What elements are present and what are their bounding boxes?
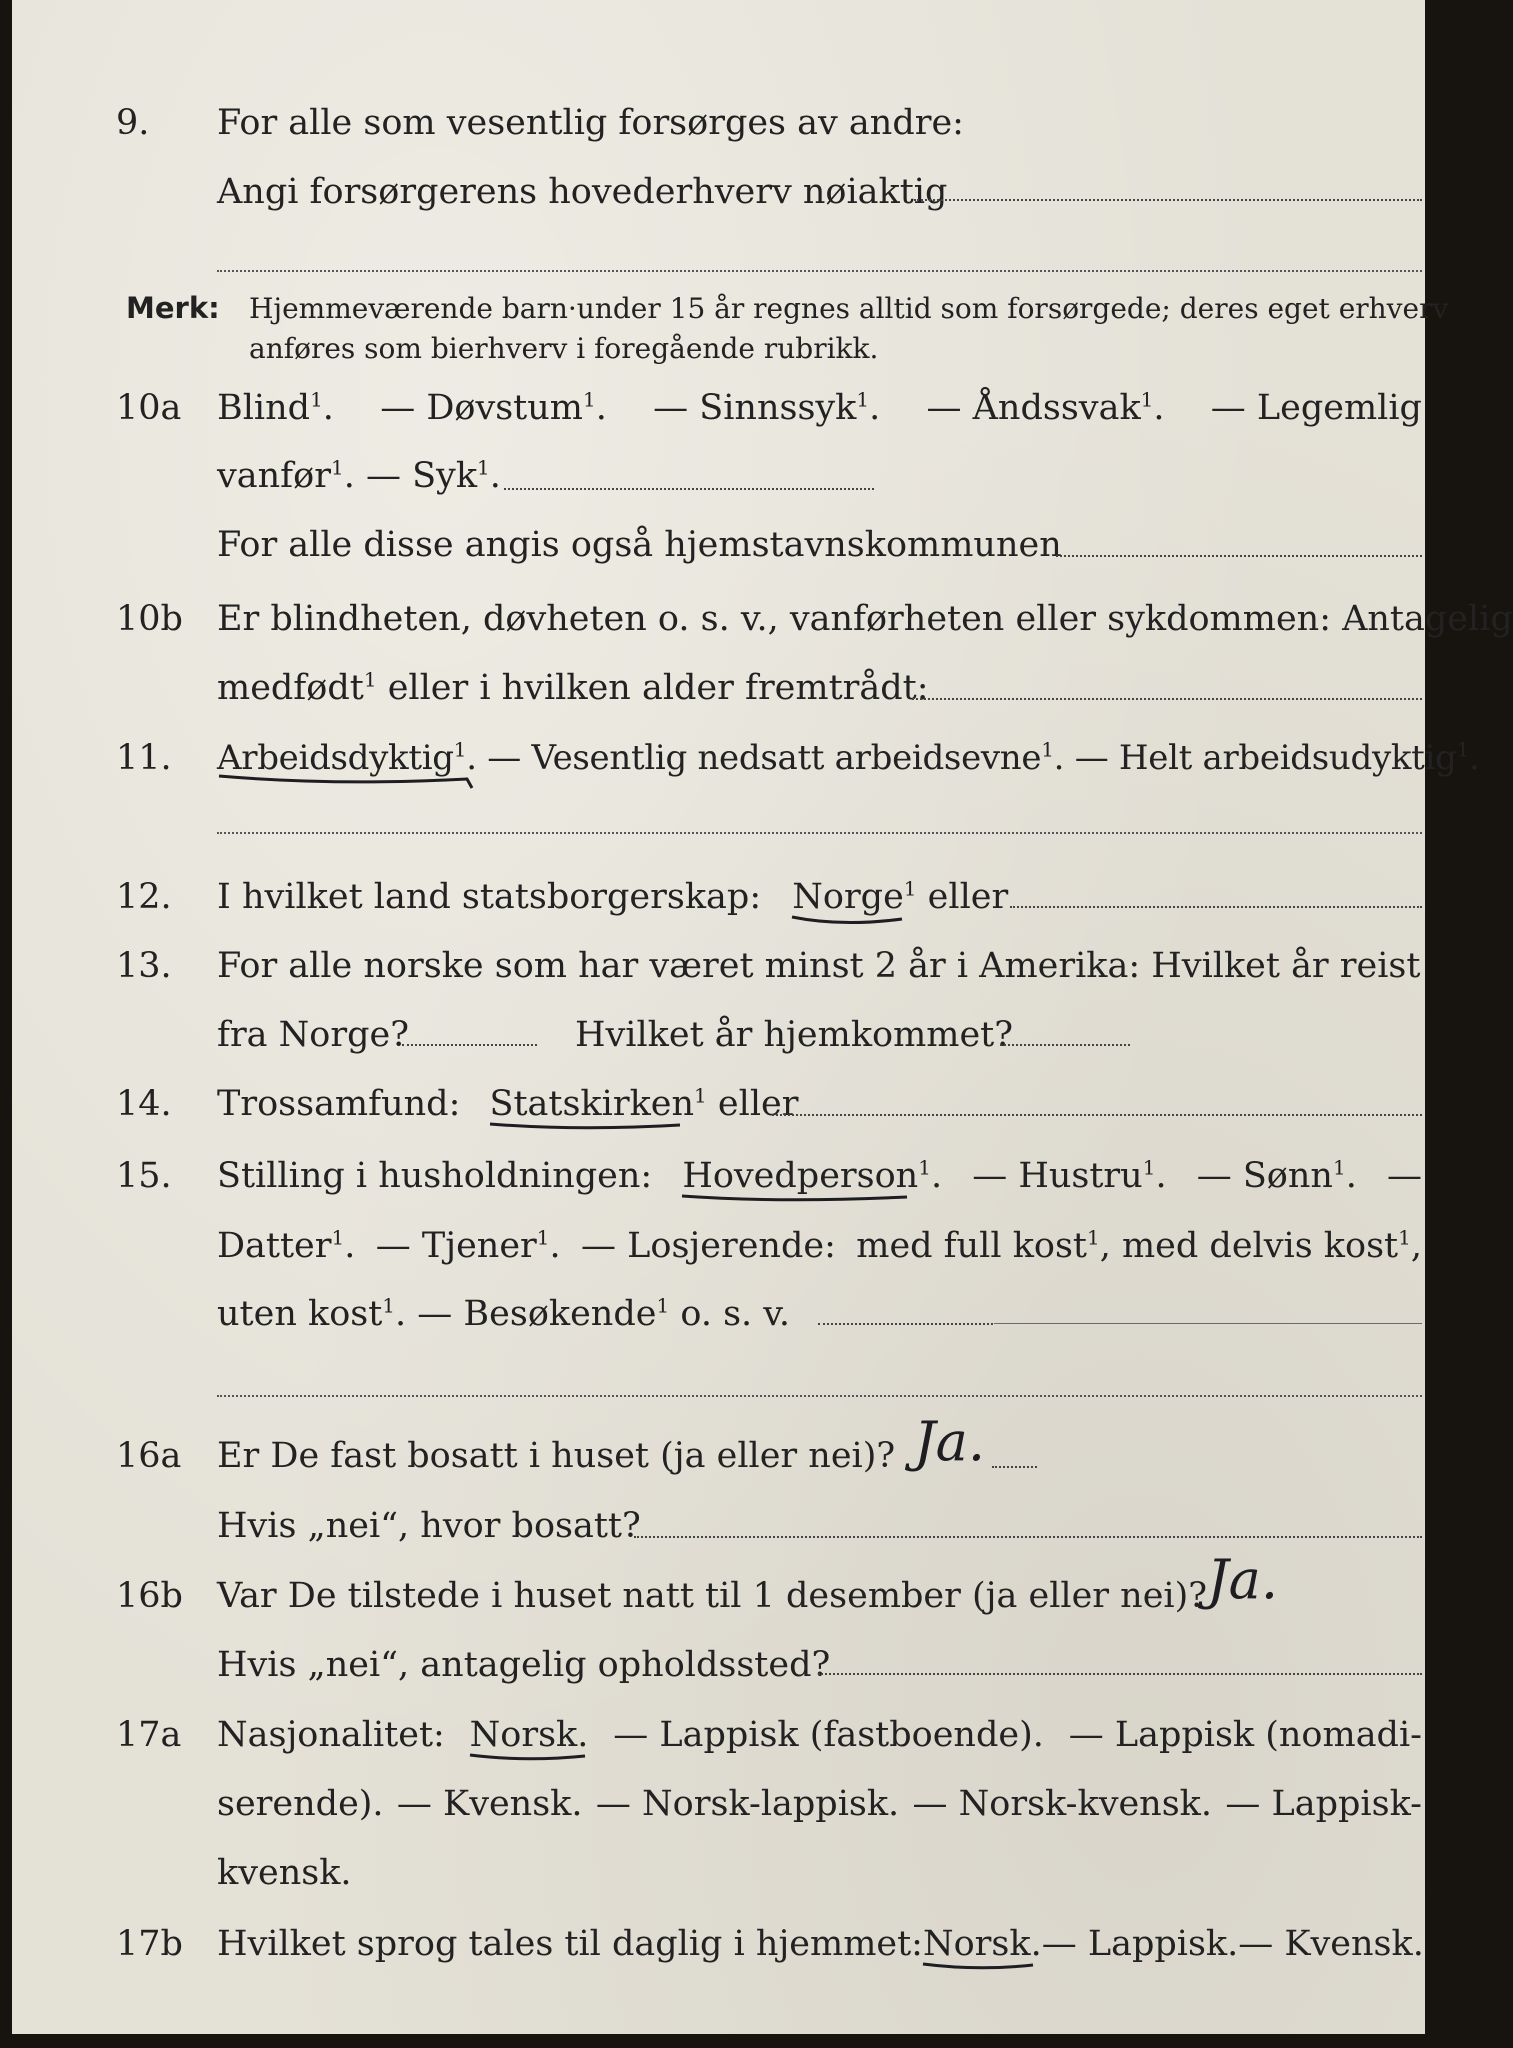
q14-label: Trossamfund: (217, 1084, 461, 1124)
q15-dash: — (1386, 1156, 1422, 1196)
question-number-14: 14. (116, 1084, 172, 1124)
separator-dotted (217, 832, 1422, 834)
q10b-line-1: Er blindheten, døvheten o. s. v., vanførheten eller sykdommen: Antagelig (217, 599, 1513, 639)
option-hovedperson-selected[interactable]: Hovedperson$^1$. (682, 1156, 942, 1196)
option-norsk-selected[interactable]: Norsk. (470, 1715, 589, 1755)
q17a-line-1 (217, 1715, 1422, 1755)
handwritten-answer-16a: Ja. (914, 1410, 986, 1473)
note-line-1: Hjemmeværende barn·under 15 år regnes alltid som forsørgede; deres eget erhverv (249, 292, 1449, 325)
q16a-answer-field[interactable] (992, 1466, 1037, 1468)
option-andssvak[interactable]: — Åndssvak (926, 388, 1141, 428)
q10a-line-2: vanfør$^1$. — Syk$^1$. (217, 455, 501, 496)
q16b-line-1: Var De tilstede i huset natt til 1 desember (ja eller nei)? (217, 1576, 1208, 1616)
note-line-2: anføres som bierhverv i foregående rubrikk. (249, 332, 879, 365)
q15-losjerende-label: — Losjerende: (581, 1226, 836, 1266)
q10a-line-3: For alle disse angis også hjemstavnskommunen (217, 525, 1062, 565)
option-norge-selected[interactable]: Norge$^1$ (792, 877, 916, 917)
question-number-13: 13. (116, 946, 172, 986)
q12-label: I hvilket land statsborgerskap: (217, 877, 762, 917)
option-norsk-lappisk[interactable]: — Norsk-lappisk. (595, 1784, 900, 1824)
q16a-line-2: Hvis „nei“, hvor bosatt? (217, 1506, 641, 1546)
q11-line-1: Arbeidsdyktig$^1$. — Vesentlig nedsatt arbeidsevne$^1$. — Helt arbeidsudyktig$^1$. (217, 738, 1480, 778)
option-nedsatt-arbeidsevne[interactable]: — Vesentlig nedsatt arbeidsevne (487, 738, 1042, 778)
option-dovstum[interactable]: — Døvstum (380, 388, 583, 428)
option-blind[interactable]: Blind (217, 388, 311, 428)
q12-eller: eller (927, 877, 1009, 917)
q10b-age-label: eller i hvilken alder fremtrådt: (387, 668, 929, 708)
q15-answer-line (994, 1323, 1422, 1324)
q14-answer-field[interactable] (772, 1114, 1422, 1116)
q13-departure-label: fra Norge? (217, 1015, 409, 1055)
q14-eller: eller (717, 1084, 799, 1124)
option-delvis-kost[interactable]: , med delvis kost (1099, 1226, 1399, 1266)
handwritten-underline-statskirken (490, 1116, 690, 1138)
q10a-home-municipality-field[interactable] (1056, 555, 1422, 557)
option-arbeidsdyktig-selected[interactable]: Arbeidsdyktig$^1$. (217, 738, 477, 778)
handwritten-underline-norsk-language (923, 1956, 1038, 1978)
question-number-11: 11. (116, 738, 172, 778)
option-besokende[interactable]: — Besøkende (417, 1294, 657, 1334)
q17a-label: Nasjonalitet: (217, 1715, 445, 1755)
q15-line-1: Stilling i husholdningen: Hovedperson$^1$. — Hustru$^1$. — Sønn$^1$. — (217, 1156, 1422, 1196)
q15-osv: o. s. v. (680, 1294, 791, 1334)
q17a-line-3: kvensk. (217, 1853, 352, 1893)
census-form-page (12, 0, 1513, 2034)
question-number-15: 15. (116, 1156, 172, 1196)
question-number-17b: 17b (116, 1924, 183, 1964)
q9-line-2: Angi forsørgerens hovederhverv nøiaktig (217, 172, 948, 212)
option-kvensk-language[interactable]: — Kvensk. (1238, 1924, 1424, 1964)
option-legemlig[interactable]: — Legemlig (1210, 388, 1422, 428)
note-label: Merk: (126, 291, 220, 325)
option-datter[interactable]: Datter (217, 1226, 332, 1266)
option-norsk-kvensk[interactable]: — Norsk-kvensk. (912, 1784, 1213, 1824)
q15-line-2: Datter$^1$. — Tjener$^1$. — Losjerende: med full kost$^1$, med delvis kost$^1$, (217, 1225, 1422, 1266)
option-sonn[interactable]: — Sønn (1196, 1156, 1333, 1196)
q13-return-label: Hvilket år hjemkommet? (575, 1015, 1014, 1055)
option-norsk-language-selected[interactable]: Norsk. (923, 1924, 1042, 1964)
option-vanfor[interactable]: vanfør (217, 456, 331, 496)
question-number-17a: 17a (116, 1715, 182, 1755)
option-helt-arbeidsudyktig[interactable]: — Helt arbeidsudyktig (1074, 738, 1457, 778)
option-tjener[interactable]: — Tjener (375, 1226, 537, 1266)
q17b-line-1 (217, 1924, 1422, 1964)
q17a-line-2 (217, 1784, 1422, 1824)
q10b-line-2: medfødt$^1$ eller i hvilken alder fremtrådt: (217, 667, 929, 708)
option-lappisk-language[interactable]: — Lappisk. (1041, 1924, 1239, 1964)
q12-line-1 (217, 877, 1008, 917)
q16a-line-1: Er De fast bosatt i huset (ja eller nei)? (217, 1436, 896, 1476)
option-uten-kost[interactable]: uten kost (217, 1294, 383, 1334)
q15-label: Stilling i husholdningen: (217, 1156, 653, 1196)
q13-line-1: For alle norske som har været minst 2 år i Amerika: Hvilket år reist (217, 946, 1421, 986)
separator-dotted (217, 1395, 1422, 1397)
option-kvensk[interactable]: — Kvensk. (396, 1784, 583, 1824)
option-nomadiserende-cont: serende). (217, 1784, 384, 1824)
option-full-kost[interactable]: med full kost (856, 1226, 1087, 1266)
handwritten-answer-16b: Ja. (1207, 1548, 1279, 1611)
separator-dotted (217, 270, 1422, 272)
question-number-16a: 16a (116, 1436, 182, 1476)
q10a-answer-field[interactable] (504, 488, 874, 490)
q12-answer-field[interactable] (1010, 906, 1422, 908)
q13-return-year-field[interactable] (1000, 1044, 1130, 1046)
option-lappisk-nomadiserende[interactable]: — Lappisk (nomadi- (1068, 1715, 1422, 1755)
q10a-line-1: Blind$^1$. — Døvstum$^1$. — Sinnssyk$^1$. — Åndssvak$^1$. — Legemlig (217, 387, 1422, 428)
q9-line-1: For alle som vesentlig forsørges av andre: (217, 103, 964, 143)
handwritten-underline-norge (792, 909, 912, 931)
q13-departure-year-field[interactable] (402, 1044, 537, 1046)
option-lappisk-fastboende[interactable]: — Lappisk (fastboende). (613, 1715, 1044, 1755)
q16b-location-field[interactable] (818, 1673, 1422, 1675)
handwritten-underline-hovedperson (682, 1188, 912, 1210)
option-syk[interactable]: — Syk (365, 456, 478, 496)
question-number-10b: 10b (116, 599, 183, 639)
option-statskirken-selected[interactable]: Statskirken$^1$ (490, 1084, 707, 1124)
handwritten-underline-arbeidsdyktig (217, 770, 477, 792)
q9-answer-field[interactable] (914, 199, 1422, 201)
q15-answer-field[interactable] (818, 1323, 993, 1325)
q16a-residence-field[interactable] (634, 1536, 1422, 1538)
q16b-line-2: Hvis „nei“, antagelig opholdssted? (217, 1645, 831, 1685)
handwritten-underline-norsk (470, 1747, 590, 1769)
q15-line-3: uten kost$^1$. — Besøkende$^1$ o. s. v. (217, 1293, 791, 1334)
question-number-16b: 16b (116, 1576, 183, 1616)
question-number-10a: 10a (116, 388, 182, 428)
option-lappisk-kvensk[interactable]: — Lappisk- (1225, 1784, 1422, 1824)
option-medfodt[interactable]: medfødt (217, 668, 364, 708)
q10b-answer-field[interactable] (912, 698, 1422, 700)
question-number-12: 12. (116, 877, 172, 917)
q17b-label: Hvilket sprog tales til daglig i hjemmet: (217, 1924, 923, 1964)
option-sinnssyk[interactable]: — Sinnssyk (653, 388, 857, 428)
question-number-9: 9. (116, 103, 150, 143)
q14-line-1 (217, 1084, 798, 1124)
option-hustru[interactable]: — Hustru (972, 1156, 1143, 1196)
